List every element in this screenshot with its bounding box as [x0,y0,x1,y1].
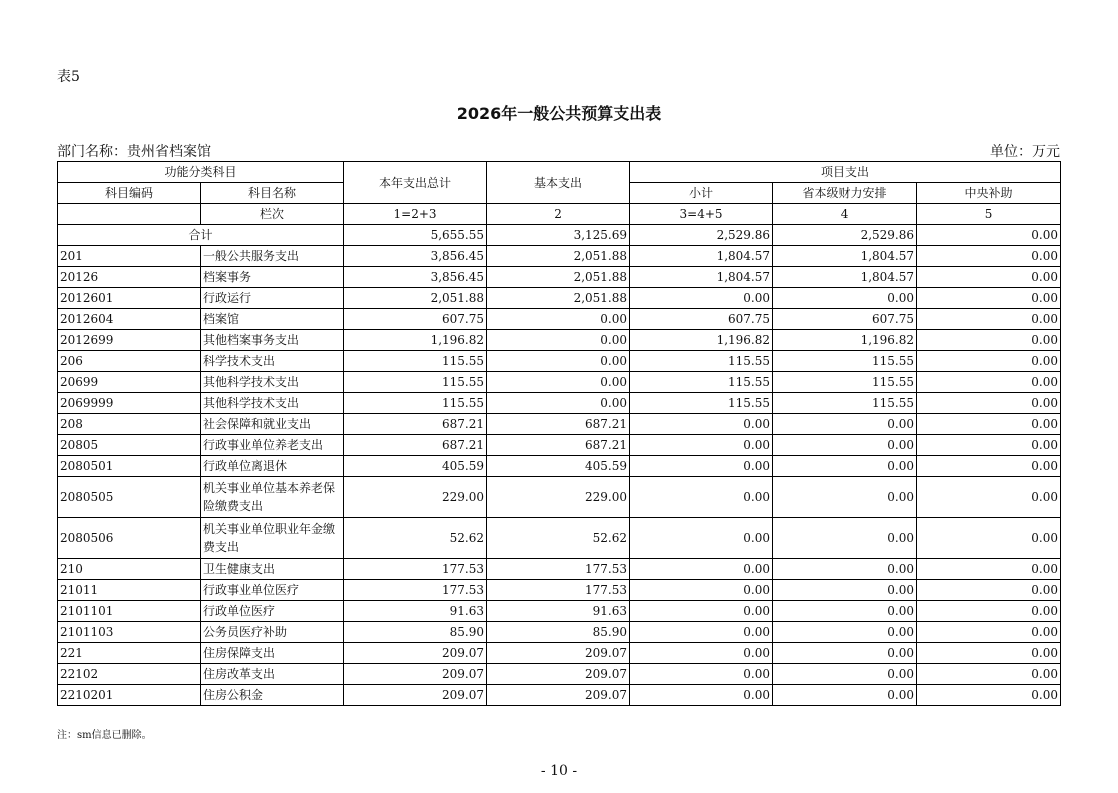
subject-name: 行政事业单位养老支出 [201,435,344,456]
amount-cell: 91.63 [487,601,630,622]
amount-cell: 0.00 [773,580,917,601]
amount-cell: 209.07 [344,664,487,685]
amount-cell: 1,196.82 [630,330,773,351]
subject-code: 210 [58,559,201,580]
page-number: - 10 - [540,763,578,779]
amount-cell: 687.21 [344,435,487,456]
subject-code: 2012699 [58,330,201,351]
subject-name: 行政单位医疗 [201,601,344,622]
unit-label: 单位：万元 [990,144,1060,160]
subject-name: 卫生健康支出 [201,559,344,580]
table-row [58,685,1061,706]
amount-cell: 1,804.57 [630,267,773,288]
amount-cell: 91.63 [344,601,487,622]
subject-name: 一般公共服务支出 [201,246,344,267]
amount-cell: 115.55 [773,351,917,372]
amount-cell: 0.00 [773,622,917,643]
amount-cell: 177.53 [487,559,630,580]
amount-cell: 0.00 [630,643,773,664]
subject-name: 住房改革支出 [201,664,344,685]
department-name: 部门名称：贵州省档案馆 [57,144,211,160]
table-row [58,477,1061,518]
amount-cell: 0.00 [630,414,773,435]
table-label: 表5 [57,69,80,85]
amount-cell: 405.59 [487,456,630,477]
subject-code: 208 [58,414,201,435]
amount-cell: 115.55 [344,351,487,372]
amount-cell: 0.00 [630,518,773,559]
amount-cell: 687.21 [487,414,630,435]
amount-cell: 0.00 [773,435,917,456]
amount-cell: 0.00 [630,456,773,477]
subject-name: 行政事业单位医疗 [201,580,344,601]
page-title: 2026年一般公共预算支出表 [456,104,662,123]
subject-code: 2101103 [58,622,201,643]
subject-code: 2069999 [58,393,201,414]
subject-name: 住房保障支出 [201,643,344,664]
empty-cell [58,204,201,225]
amount-cell: 209.07 [344,643,487,664]
header-provincial: 省本级财力安排 [773,183,917,204]
amount-cell: 1,196.82 [344,330,487,351]
footnote: 注：sm信息已删除。 [57,730,152,741]
amount-cell: 209.07 [344,685,487,706]
amount-cell: 0.00 [917,664,1061,685]
table-row [58,622,1061,643]
table-row [58,309,1061,330]
amount-cell: 0.00 [487,309,630,330]
table-row [58,435,1061,456]
header-project: 项目支出 [630,162,1061,183]
amount-cell: 0.00 [917,580,1061,601]
total-value: 2,529.86 [630,225,773,246]
amount-cell: 0.00 [917,435,1061,456]
subject-code: 21011 [58,580,201,601]
amount-cell: 405.59 [344,456,487,477]
amount-cell: 115.55 [630,351,773,372]
table-row [58,643,1061,664]
amount-cell: 607.75 [630,309,773,330]
total-row [58,225,1061,246]
table-row [58,414,1061,435]
subject-name: 档案馆 [201,309,344,330]
subject-code: 2012604 [58,309,201,330]
amount-cell: 0.00 [917,456,1061,477]
amount-cell: 115.55 [630,393,773,414]
amount-cell: 85.90 [487,622,630,643]
total-label: 合计 [58,225,344,246]
amount-cell: 0.00 [773,414,917,435]
amount-cell: 115.55 [773,372,917,393]
header-name: 科目名称 [201,183,344,204]
amount-cell: 0.00 [773,559,917,580]
amount-cell: 0.00 [773,685,917,706]
amount-cell: 0.00 [917,559,1061,580]
amount-cell: 209.07 [487,685,630,706]
subject-name: 公务员医疗补助 [201,622,344,643]
subject-code: 22102 [58,664,201,685]
table-row [58,456,1061,477]
amount-cell: 1,804.57 [630,246,773,267]
column-index-row [58,204,1061,225]
amount-cell: 0.00 [773,456,917,477]
amount-cell: 0.00 [630,580,773,601]
table-row [58,330,1061,351]
amount-cell: 0.00 [917,351,1061,372]
amount-cell: 0.00 [917,518,1061,559]
amount-cell: 177.53 [487,580,630,601]
header-subtotal: 小计 [630,183,773,204]
subject-name: 机关事业单位基本养老保险缴费支出 [201,477,344,518]
subject-code: 221 [58,643,201,664]
table-row [58,288,1061,309]
amount-cell: 3,856.45 [344,267,487,288]
total-value: 5,655.55 [344,225,487,246]
subject-code: 2101101 [58,601,201,622]
amount-cell: 3,856.45 [344,246,487,267]
subject-name: 机关事业单位职业年金缴费支出 [201,518,344,559]
amount-cell: 0.00 [917,372,1061,393]
table-row [58,518,1061,559]
subject-code: 201 [58,246,201,267]
total-value: 2,529.86 [773,225,917,246]
header-total: 本年支出总计 [344,162,487,204]
amount-cell: 687.21 [487,435,630,456]
amount-cell: 0.00 [917,414,1061,435]
amount-cell: 0.00 [917,393,1061,414]
amount-cell: 177.53 [344,559,487,580]
header-func-class: 功能分类科目 [58,162,344,183]
amount-cell: 1,804.57 [773,246,917,267]
subject-code: 2210201 [58,685,201,706]
table-row [58,559,1061,580]
amount-cell: 0.00 [917,601,1061,622]
amount-cell: 0.00 [917,288,1061,309]
subject-name: 住房公积金 [201,685,344,706]
amount-cell: 0.00 [630,477,773,518]
table-row [58,351,1061,372]
amount-cell: 177.53 [344,580,487,601]
amount-cell: 52.62 [344,518,487,559]
amount-cell: 115.55 [344,372,487,393]
amount-cell: 607.75 [344,309,487,330]
amount-cell: 0.00 [773,643,917,664]
header-basic: 基本支出 [487,162,630,204]
budget-table [57,161,1061,706]
subject-name: 其他科学技术支出 [201,372,344,393]
subject-code: 2012601 [58,288,201,309]
amount-cell: 0.00 [917,643,1061,664]
subject-code: 20699 [58,372,201,393]
subject-name: 其他档案事务支出 [201,330,344,351]
subject-name: 社会保障和就业支出 [201,414,344,435]
amount-cell: 687.21 [344,414,487,435]
amount-cell: 0.00 [773,664,917,685]
amount-cell: 0.00 [487,393,630,414]
amount-cell: 115.55 [773,393,917,414]
amount-cell: 0.00 [917,477,1061,518]
formula-cell: 3=4+5 [630,204,773,225]
subject-name: 行政单位离退休 [201,456,344,477]
amount-cell: 1,196.82 [773,330,917,351]
amount-cell: 0.00 [630,435,773,456]
amount-cell: 0.00 [917,267,1061,288]
table-row [58,580,1061,601]
amount-cell: 0.00 [630,622,773,643]
total-value: 3,125.69 [487,225,630,246]
table-row [58,267,1061,288]
amount-cell: 0.00 [630,685,773,706]
amount-cell: 0.00 [630,288,773,309]
amount-cell: 607.75 [773,309,917,330]
amount-cell: 0.00 [917,622,1061,643]
subject-name: 档案事务 [201,267,344,288]
table-row [58,372,1061,393]
table-row [58,393,1061,414]
amount-cell: 85.90 [344,622,487,643]
header-row-1 [58,162,1061,183]
amount-cell: 229.00 [344,477,487,518]
subject-name: 科学技术支出 [201,351,344,372]
amount-cell: 0.00 [773,601,917,622]
amount-cell: 0.00 [773,288,917,309]
amount-cell: 2,051.88 [487,246,630,267]
table-row [58,246,1061,267]
formula-cell: 2 [487,204,630,225]
amount-cell: 0.00 [917,330,1061,351]
amount-cell: 2,051.88 [487,288,630,309]
amount-cell: 0.00 [630,559,773,580]
amount-cell: 0.00 [917,309,1061,330]
subject-code: 2080506 [58,518,201,559]
subject-code: 2080505 [58,477,201,518]
table-row [58,664,1061,685]
amount-cell: 0.00 [773,518,917,559]
total-value: 0.00 [917,225,1061,246]
header-central: 中央补助 [917,183,1061,204]
amount-cell: 0.00 [487,330,630,351]
column-index-label: 栏次 [201,204,344,225]
amount-cell: 0.00 [917,246,1061,267]
header-code: 科目编码 [58,183,201,204]
amount-cell: 0.00 [630,664,773,685]
amount-cell: 229.00 [487,477,630,518]
table-row [58,601,1061,622]
formula-cell: 1=2+3 [344,204,487,225]
subject-code: 20805 [58,435,201,456]
subject-name: 其他科学技术支出 [201,393,344,414]
subject-code: 2080501 [58,456,201,477]
amount-cell: 209.07 [487,664,630,685]
amount-cell: 0.00 [630,601,773,622]
amount-cell: 52.62 [487,518,630,559]
amount-cell: 115.55 [630,372,773,393]
amount-cell: 0.00 [487,351,630,372]
amount-cell: 0.00 [773,477,917,518]
amount-cell: 2,051.88 [487,267,630,288]
amount-cell: 115.55 [344,393,487,414]
formula-cell: 4 [773,204,917,225]
amount-cell: 2,051.88 [344,288,487,309]
amount-cell: 209.07 [487,643,630,664]
subject-code: 20126 [58,267,201,288]
formula-cell: 5 [917,204,1061,225]
amount-cell: 1,804.57 [773,267,917,288]
amount-cell: 0.00 [917,685,1061,706]
subject-code: 206 [58,351,201,372]
subject-name: 行政运行 [201,288,344,309]
amount-cell: 0.00 [487,372,630,393]
